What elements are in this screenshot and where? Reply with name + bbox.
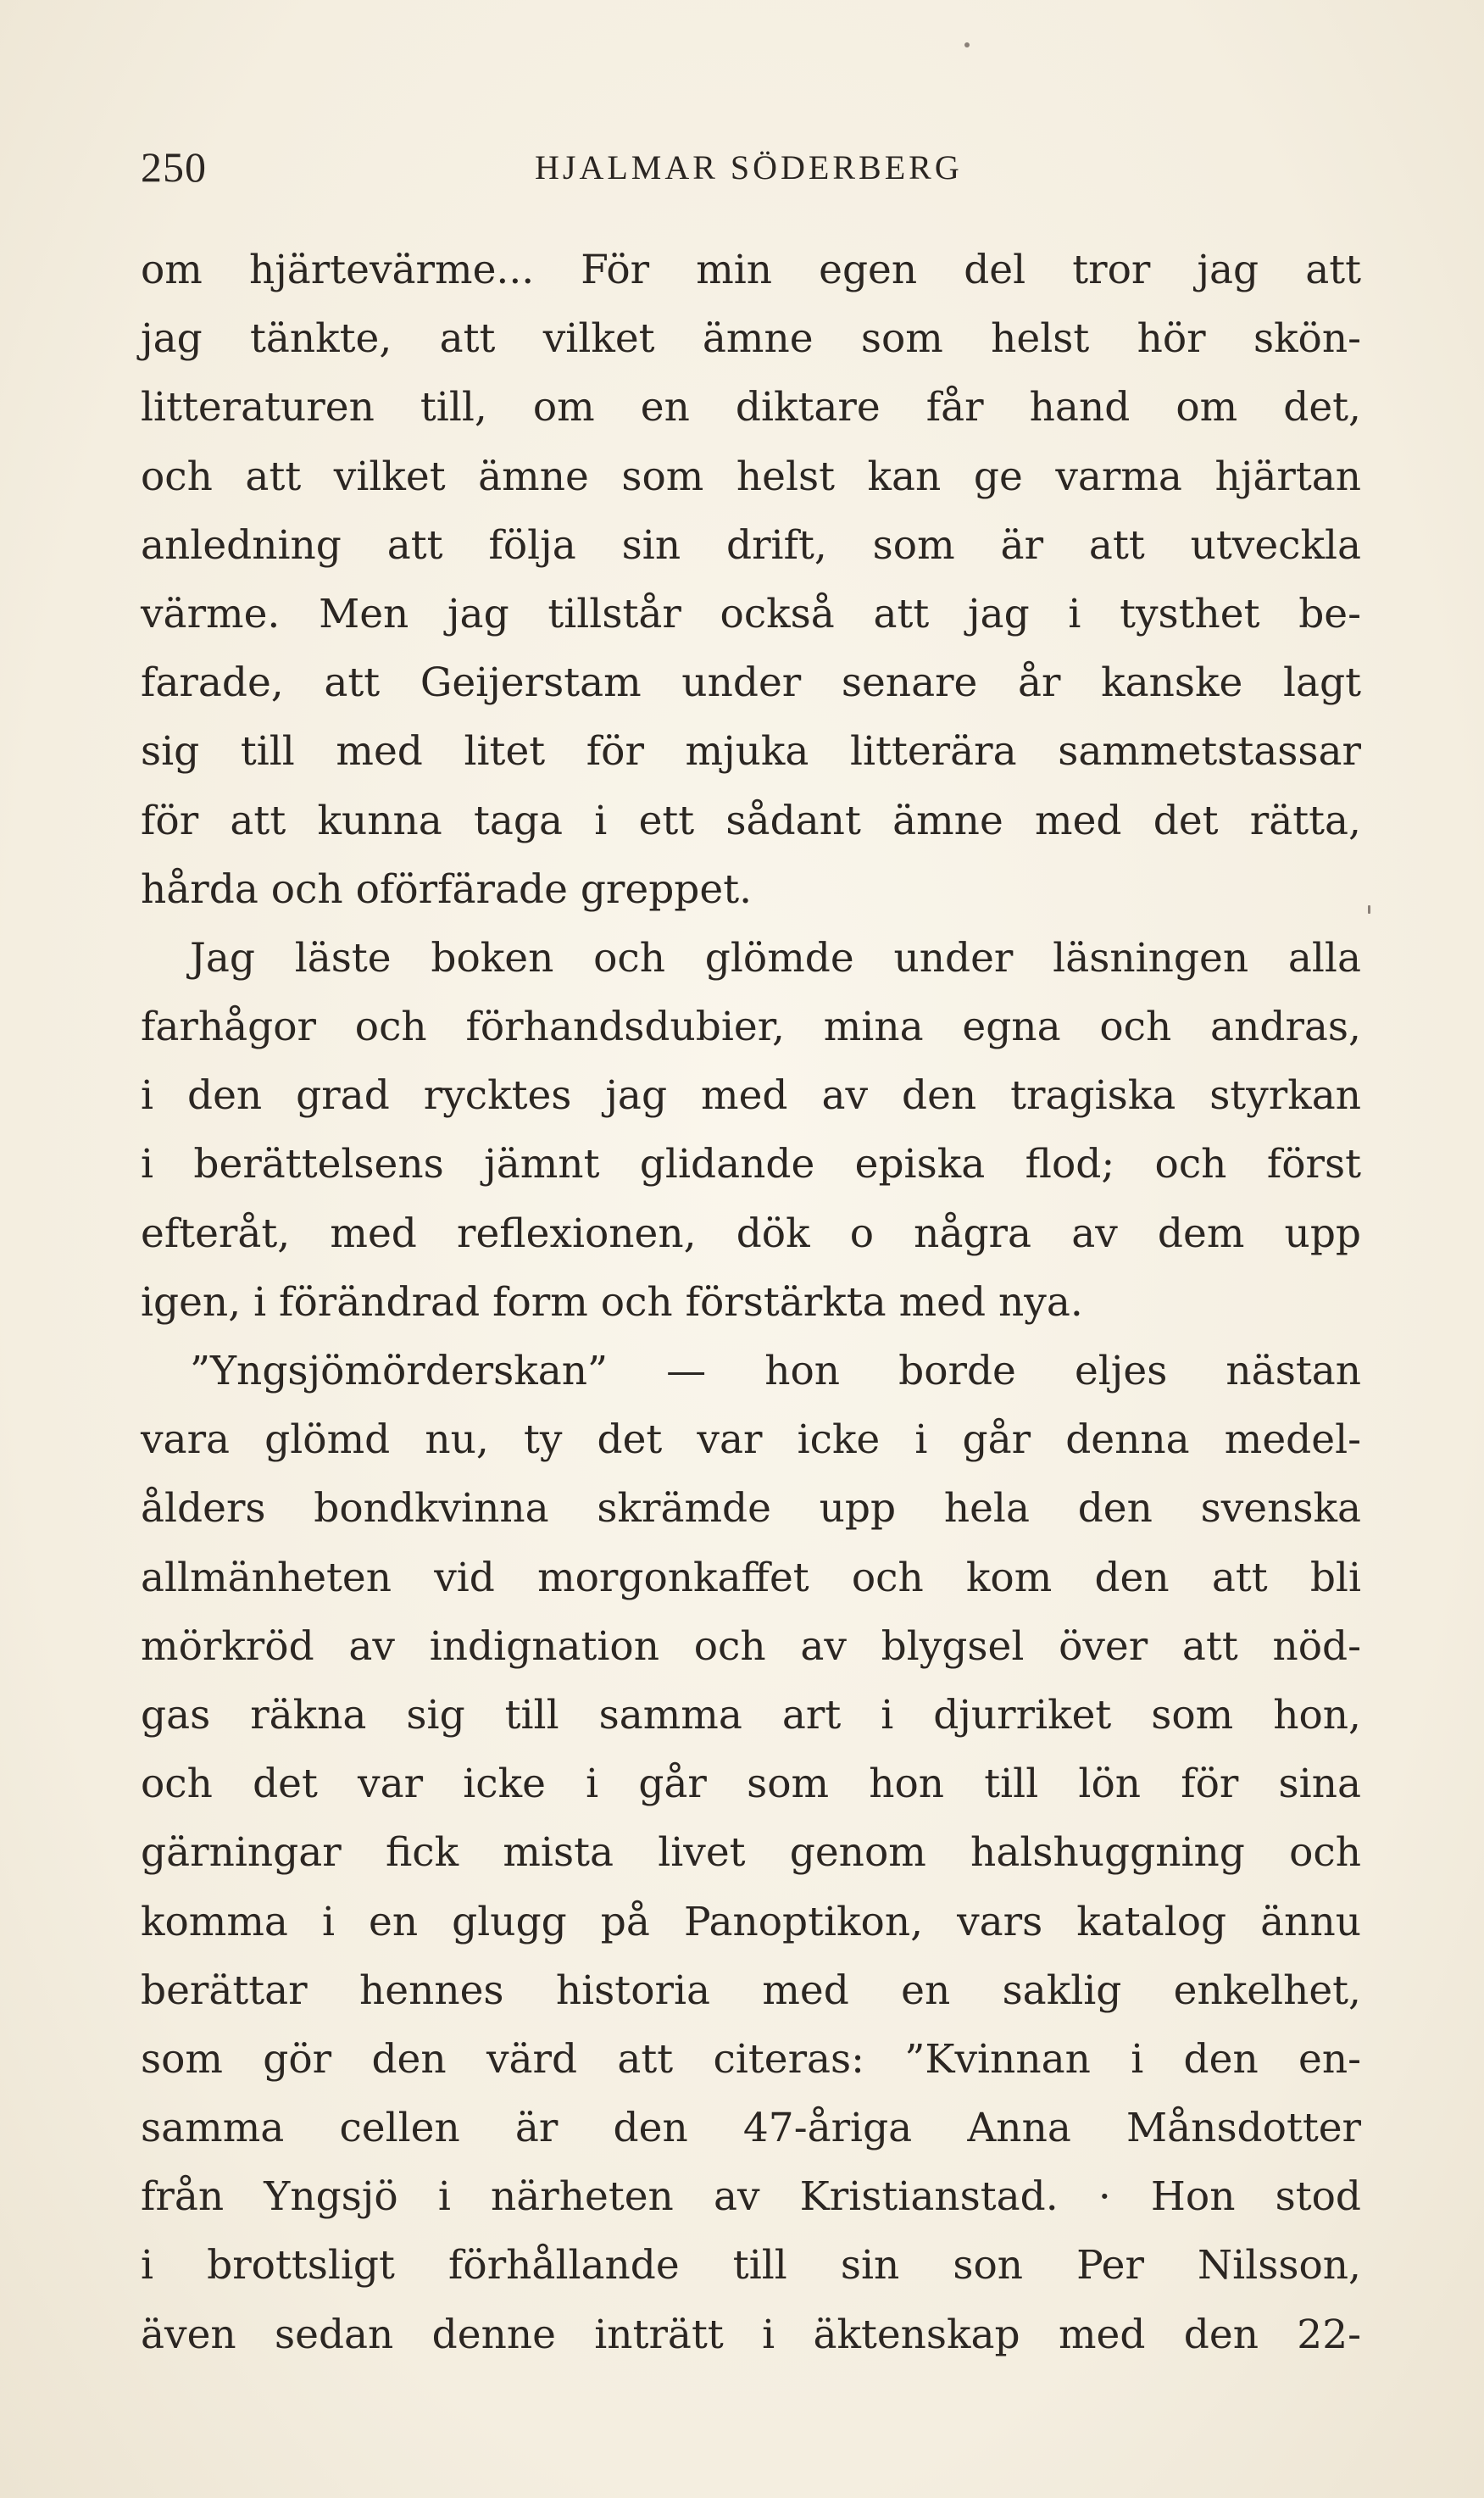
text-line: även sedan denne inträtt i äktenskap med den 22- — [141, 2311, 1361, 2358]
text-line: i brottsligt förhållande till sin son Per Nilsson, — [141, 2242, 1361, 2289]
text-line: hårda och oförfärade greppet. — [141, 865, 753, 913]
text-line: i den grad rycktes jag med av den tragiska styrkan — [141, 1072, 1361, 1120]
text-line: igen, i förändrad form och förstärkta med nya. — [141, 1278, 1083, 1326]
paragraph-3 — [141, 1337, 1361, 2369]
text-line: komma i en glugg på Panoptikon, vars katalog ännu — [141, 1898, 1361, 1945]
page-number: 250 — [141, 143, 207, 191]
text-line: i berättelsens jämnt glidande episka flod; och först — [141, 1141, 1361, 1188]
text-line: sig till med litet för mjuka litterära sammetstassar — [141, 728, 1361, 776]
text-line: som gör den värd att citeras: ”Kvinnan i den en- — [141, 2035, 1361, 2083]
text-line: allmänheten vid morgonkaffet och kom den att bli — [141, 1554, 1361, 1601]
text-line: litteraturen till, om en diktare får hand om det, — [141, 384, 1361, 431]
text-line: jag tänkte, att vilket ämne som helst hör skön- — [141, 315, 1361, 363]
text-line: för att kunna taga i ett sådant ämne med det rätta, — [141, 797, 1361, 844]
text-line: ålders bondkvinna skrämde upp hela den svenska — [141, 1485, 1361, 1533]
body-text — [141, 236, 1361, 2369]
running-head: HJALMAR SÖDERBERG — [535, 148, 963, 186]
text-line: ”Yngsjömörderskan” — hon borde eljes nästan — [190, 1348, 1361, 1394]
text-line: om hjärtevärme... För min egen del tror jag att — [141, 247, 1361, 293]
text-line: farhågor och förhandsdubier, mina egna och andras, — [141, 1004, 1361, 1051]
text-line: och att vilket ämne som helst kan ge varma hjärtan — [141, 453, 1361, 500]
text-line: gas räkna sig till samma art i djurriket som hon, — [141, 1691, 1361, 1739]
text-line: mörkröd av indignation och av blygsel över att nöd- — [141, 1622, 1361, 1670]
text-line: farade, att Geijerstam under senare år kanske lagt — [141, 659, 1361, 707]
text-line: från Yngsjö i närheten av Kristianstad. · Hon stod — [141, 2173, 1361, 2221]
text-line: efteråt, med reflexionen, dök o några av dem upp — [141, 1210, 1361, 1257]
text-line: samma cellen är den 47-åriga Anna Månsdotter — [141, 2105, 1361, 2152]
page-header — [141, 142, 1361, 202]
print-speck — [964, 42, 970, 47]
text-line: berättar hennes historia med en saklig enkelhet, — [141, 1967, 1361, 2014]
text-line: gärningar fick mista livet genom halshuggning och — [141, 1829, 1361, 1877]
print-speck — [1368, 905, 1370, 914]
text-line: och det var icke i går som hon till lön för sina — [141, 1761, 1361, 1808]
paragraph-2 — [141, 924, 1361, 1337]
text-line: anledning att följa sin drift, som är att utveckla — [141, 521, 1361, 569]
text-line: värme. Men jag tillstår också att jag i tysthet be- — [141, 590, 1361, 637]
text-line: vara glömd nu, ty det var icke i går denna medel- — [141, 1416, 1361, 1464]
paragraph-1 — [141, 236, 1361, 924]
text-line: Jag läste boken och glömde under läsningen alla — [190, 934, 1361, 982]
